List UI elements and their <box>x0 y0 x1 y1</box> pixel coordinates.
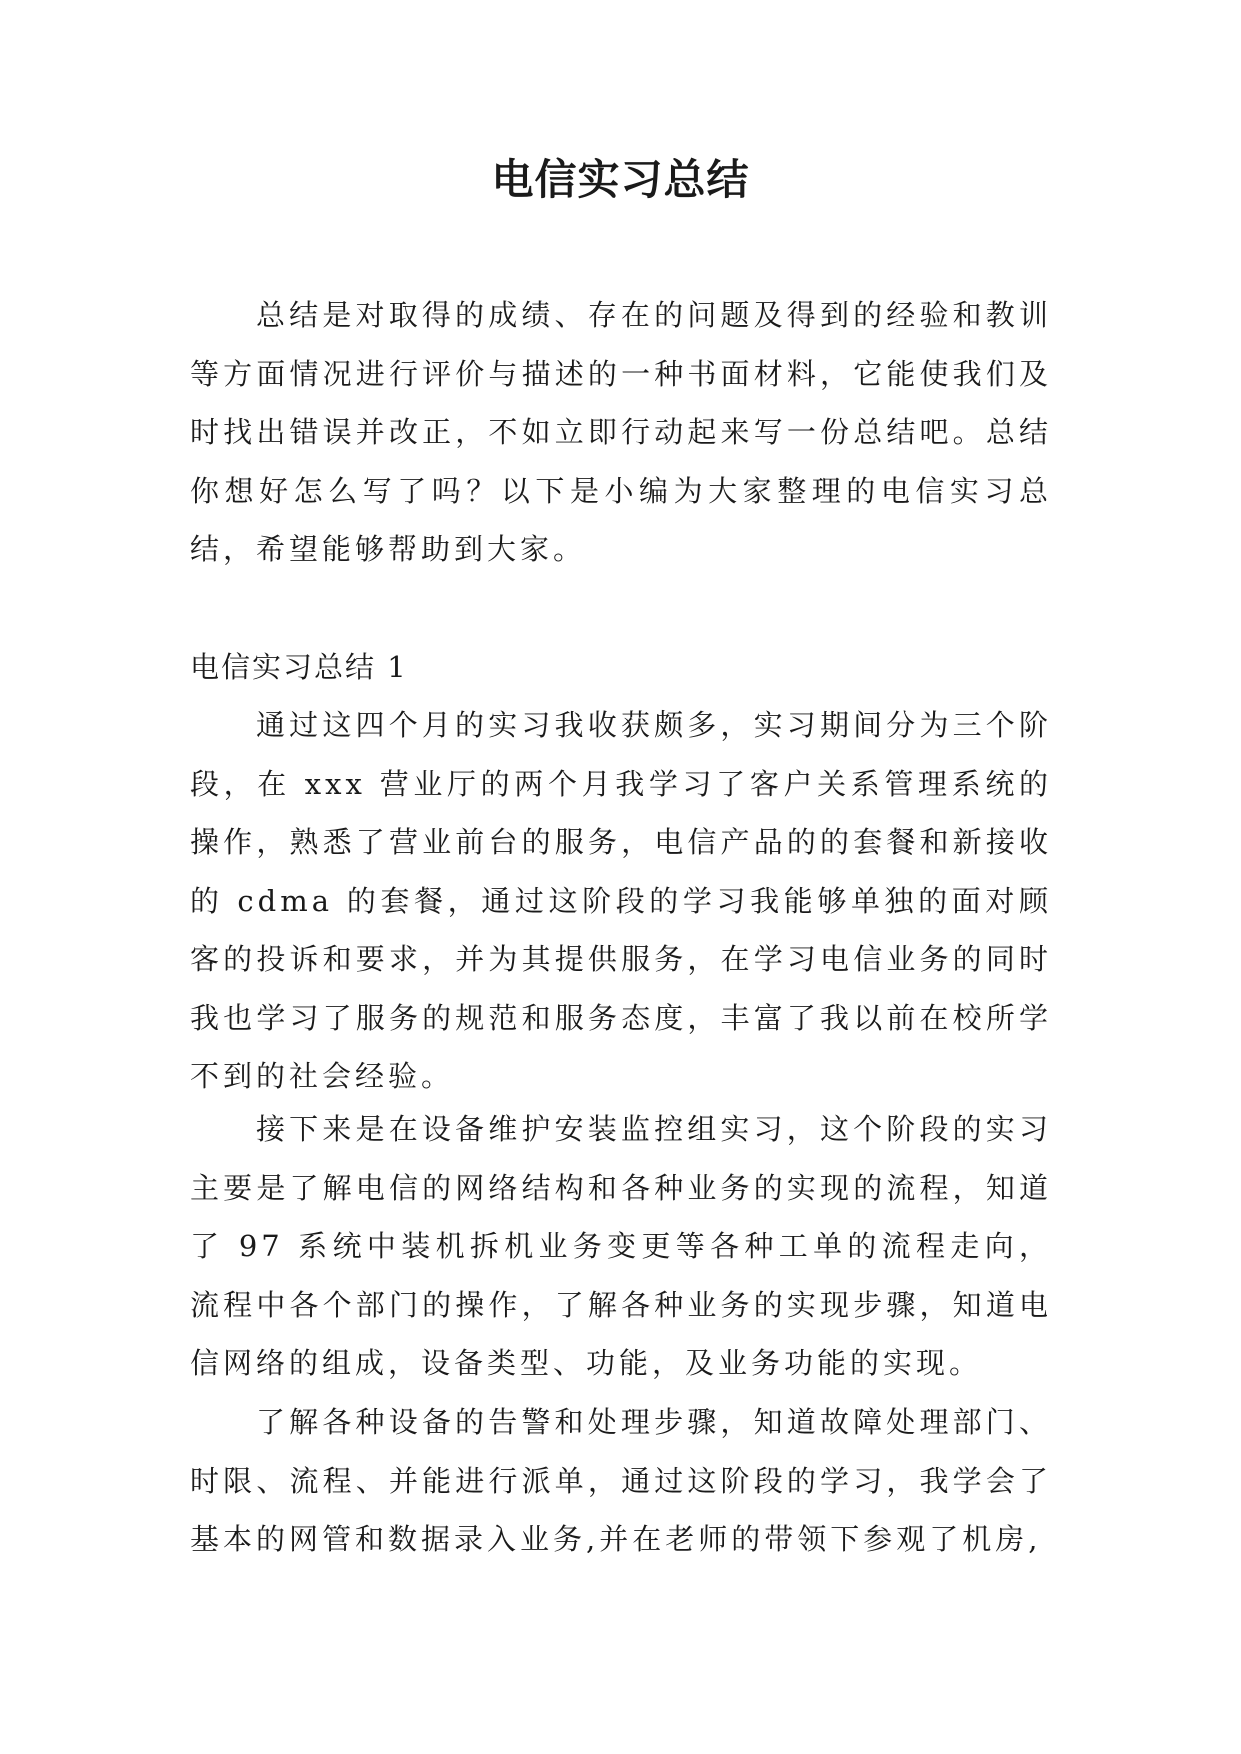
body-paragraph-3: 了解各种设备的告警和处理步骤，知道故障处理部门、时限、流程、并能进行派单，通过这阶段的学习，我学会了基本的网管和数据录入业务,并在老师的带领下参观了机房, <box>190 1405 1052 1556</box>
body-paragraph-2: 接下来是在设备维护安装监控组实习，这个阶段的实习主要是了解电信的网络结构和各种业务的实现的流程，知道了 97 系统中装机拆机业务变更等各种工单的流程走向，流程中各个部门的操作，了解各种业务的实现步骤，知道电信网络的组成，设备类型、功能，及业务功能的实现。 <box>190 1112 1052 1380</box>
section-heading: 电信实习总结 1 <box>190 650 408 684</box>
intro-paragraph: 总结是对取得的成绩、存在的问题及得到的经验和教训等方面情况进行评价与描述的一种书面材料，它能使我们及时找出错误并改正，不如立即行动起来写一份总结吧。总结你想好怎么写了吗？以下是小编为大家整理的电信实习总结，希望能够帮助到大家。 <box>190 298 1052 566</box>
body-paragraph-1: 通过这四个月的实习我收获颇多，实习期间分为三个阶段，在 xxx 营业厅的两个月我学习了客户关系管理系统的操作，熟悉了营业前台的服务，电信产品的的套餐和新接收的 cdma 的套餐，通过这阶段的学习我能够单独的面对顾客的投诉和要求，并为其提供服务，在学习电信业务的同时我也学习了服务的规范和服务态度，丰富了我以前在校所学不到的社会经验。 <box>190 708 1052 1093</box>
document-title: 电信实习总结 <box>491 155 750 204</box>
